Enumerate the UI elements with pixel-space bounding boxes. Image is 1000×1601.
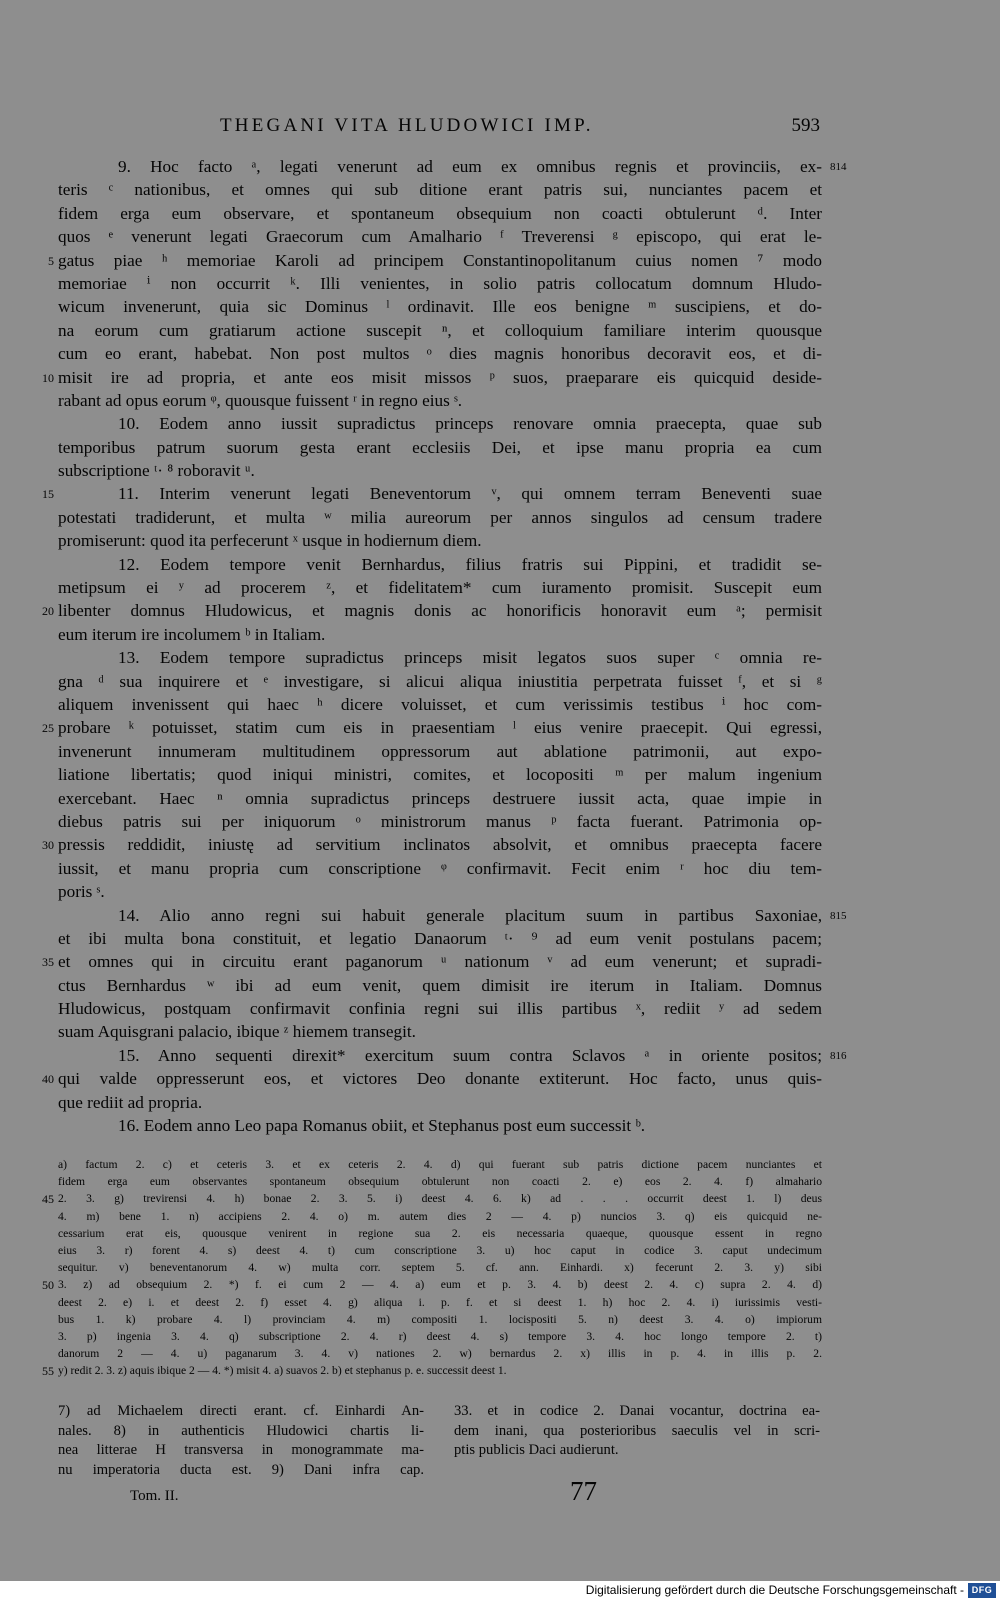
footnote-line xyxy=(58,1156,822,1173)
line-text: 9. Hoc facto ᵃ, legati venerunt ad eum ex omnibus regnis et provinciis, ex- xyxy=(118,157,822,176)
footnote-line xyxy=(42,1276,822,1293)
footnote-line xyxy=(58,1259,822,1276)
footnote-text: a) factum 2. c) et ceteris 3. et ex ceteris 2. 4. d) qui fuerant sub patris dictione pacem nunciantes et xyxy=(58,1158,822,1171)
text-line xyxy=(58,763,822,786)
text-line xyxy=(58,436,822,459)
text-line xyxy=(58,693,822,716)
text-line xyxy=(58,740,822,763)
text-line xyxy=(58,1044,847,1067)
text-line xyxy=(58,880,822,903)
line-text: metipsum ei ʸ ad procerem ᶻ, et fidelitatem* cum iuramento promisit. Suscepit eum xyxy=(58,578,822,598)
line-text: eum iterum ire incolumem ᵇ in Italiam. xyxy=(58,624,326,644)
footnote-text: y) redit 2. 3. z) aquis ibique 2 — 4. *) misit 4. a) suavos 2. b) et stephanus p. e. successit deest 1. xyxy=(58,1364,507,1378)
footnote-line xyxy=(58,1345,822,1362)
line-text: na eorum cum gratiarum actione suscepit ⁿ, et colloquium familiare interim quousque xyxy=(58,320,822,340)
line-text: temporibus patrum suorum gesta erant ecclesiis Dei, et ipse manu propria ea cum xyxy=(58,437,822,457)
line-number: 50 xyxy=(42,1278,54,1293)
line-text: et omnes qui in circuitu erant paganorum ᵘ nationum ᵛ ad eum venerunt; et supradi- xyxy=(58,952,822,972)
note-line xyxy=(454,1422,820,1442)
line-text: gna ᵈ sua inquirere et ᵉ investigare, si alicui aliqua iniustitia perpetrata fuisset ᶠ, et si ᵍ xyxy=(58,671,822,691)
line-text: fidem erga eum observare, et spontaneum obsequium non coacti obtulerunt ᵈ. Inter xyxy=(58,203,822,223)
line-text: et ibi multa bona constituit, et legatio Danaorum ᵗ· ⁹ ad eum venit postulans pacem; xyxy=(58,928,822,948)
note-line xyxy=(454,1441,820,1461)
line-text: que rediit ad propria. xyxy=(58,1092,203,1112)
footnote-text: sequitur. v) beneventanorum 4. w) multa corr. septem 5. cf. ann. Einhardi. x) fecerunt 2. 3. y) sibi xyxy=(58,1261,822,1275)
line-text: libenter domnus Hludowicus, et magnis donis ac honorificis honoravit eum ᵃ; permisit xyxy=(58,601,822,621)
text-line xyxy=(42,716,822,739)
text-line xyxy=(42,950,822,973)
footnote-line xyxy=(58,1242,822,1259)
text-line xyxy=(58,553,822,576)
text-line xyxy=(58,927,822,950)
line-number: 5 xyxy=(48,253,54,268)
line-text: exercebant. Haec ⁿ omnia supradictus princeps destruere iussit acta, quae impie in xyxy=(58,788,822,808)
note-line xyxy=(58,1461,424,1481)
line-text: liatione libertatis; quod iniqui ministri, comites, et locopositi ᵐ per malum ingenium xyxy=(58,765,822,785)
line-text: subscriptione ᵗ· ⁸ roboravit ᵘ. xyxy=(58,461,255,481)
note-text: nales. 8) in authenticis Hludowici chartis li- xyxy=(58,1422,424,1439)
text-line xyxy=(58,997,822,1020)
text-line xyxy=(58,342,822,365)
note-line xyxy=(454,1402,820,1422)
line-text: 13. Eodem tempore supradictus princeps misit legatos suos super ᶜ omnia re- xyxy=(118,648,822,668)
text-line xyxy=(58,529,822,552)
text-line xyxy=(58,1020,822,1043)
line-text: probare ᵏ potuisset, statim cum eis in praesentiam ˡ eius venire praecepit. Qui egressi, xyxy=(58,718,822,738)
footnote-text: fidem erga eum observantes spontaneum obsequium obtulerunt non coacti 2. e) eos 2. 4. f) almahario xyxy=(58,1175,822,1189)
explanatory-notes xyxy=(58,1402,822,1502)
text-line xyxy=(58,646,822,669)
text-line xyxy=(58,389,822,412)
note-text: nu imperatoria ducta est. 9) Dani infra cap. xyxy=(58,1461,424,1478)
text-line xyxy=(48,249,822,272)
text-line xyxy=(58,319,822,342)
footnote-text: bus 1. k) probare 4. l) provinciam 4. m) compositi 1. locispositi 5. n) deest 3. 4. o) impiorum xyxy=(58,1312,822,1326)
footnotes xyxy=(42,1156,822,1379)
line-number: 30 xyxy=(42,838,54,853)
line-text: 15. Anno sequenti direxit* exercitum suum contra Sclavos ᵃ in oriente positos; xyxy=(118,1045,822,1065)
note-text: 7) ad Michaelem directi erant. cf. Einhardi An- xyxy=(58,1403,424,1419)
line-text: potestati tradiderunt, et multa ʷ milia aureorum per annos singulos ad censum tradere xyxy=(58,507,822,527)
main-text xyxy=(42,155,847,1137)
footnote-line xyxy=(58,1225,822,1242)
footnote-text: 3. p) ingenia 3. 4. q) subscriptione 2. 4. r) deest 4. s) tempore 3. 4. hoc longo tempore 2. t) xyxy=(58,1329,822,1343)
footnote-text: 2. 3. g) trevirensi 4. h) bonae 2. 3. 5. i) deest 4. 6. k) ad . . . occurrit deest 1. l) deus xyxy=(58,1192,822,1206)
line-number: 10 xyxy=(42,370,54,385)
line-text: memoriae ⁱ non occurrit ᵏ. Illi venientes, in solio patris collocatum domnum Hludo- xyxy=(58,273,822,293)
notes-left-column xyxy=(58,1402,424,1480)
footer-bar xyxy=(0,1581,1000,1601)
note-line xyxy=(58,1402,424,1422)
margin-reference: 816 xyxy=(830,1049,847,1062)
text-line xyxy=(58,295,822,318)
note-text: nea litterae H transversa in monogrammate ma- xyxy=(58,1442,424,1459)
line-text: promiserunt: quod ita perfecerunt ˣ usque in hodiernum diem. xyxy=(58,531,482,551)
line-number: 55 xyxy=(42,1364,54,1379)
line-number: 45 xyxy=(42,1192,54,1207)
text-line xyxy=(42,482,822,505)
line-text: 10. Eodem anno iussit supradictus princeps renovare omnia praecepta, quae sub xyxy=(118,414,822,434)
footnote-line xyxy=(58,1294,822,1311)
line-text: iussit, et manu propria cum conscriptione ᵠ confirmavit. Fecit enim ʳ hoc diu tem- xyxy=(58,858,822,878)
text-line xyxy=(58,272,822,295)
text-line xyxy=(58,155,847,178)
footnote-line xyxy=(58,1173,822,1190)
line-text: aliquem invenissent qui haec ʰ dicere voluisset, et cum verissimis testibus ⁱ hoc com- xyxy=(58,694,822,714)
line-text: ctus Bernhardus ʷ ibi ad eum venit, quem dimisit ire iterum in Italiam. Domnus xyxy=(58,975,822,995)
volume-label: Tom. II. xyxy=(130,1488,179,1504)
line-text: rabant ad opus eorum ᵠ, quousque fuissent ʳ in regno eius ˢ. xyxy=(58,390,463,410)
footnote-text: eius 3. r) forent 4. s) deest 4. t) cum conscriptione 3. u) hoc caput in codice 3. caput undecimum xyxy=(58,1243,822,1257)
line-text: invenerunt innumeram multitudinem oppressorum aut ablatione patrimonii, aut expo- xyxy=(58,741,822,761)
dfg-logo-icon: DFG xyxy=(968,1583,996,1598)
footnote-line xyxy=(42,1362,822,1379)
line-text: suam Aquisgrani palacio, ibique ᶻ hiemem transegit. xyxy=(58,1022,416,1042)
text-line xyxy=(58,1091,822,1114)
footnote-text: 3. z) ad obsequium 2. *) f. ei cum 2 — 4. a) eum et p. 3. 4. b) deest 2. 4. c) supra 2. 4. d) xyxy=(58,1278,822,1292)
note-line xyxy=(58,1441,424,1461)
text-line xyxy=(42,1067,822,1090)
footnote-text: deest 2. e) i. et deest 2. f) esset 4. g) aliqua i. p. f. et si deest 1. h) hoc 2. 4. i) iurissimis vesti- xyxy=(58,1295,822,1309)
text-line xyxy=(58,787,822,810)
line-text: 14. Alio anno regni sui habuit generale placitum suum in partibus Saxoniae, xyxy=(118,905,822,925)
line-text: 16. Eodem anno Leo papa Romanus obiit, et Stephanus post eum successit ᵇ. xyxy=(118,1116,646,1136)
line-text: gatus piae ʰ memoriae Karoli ad principem Constantinopolitanum cuius nomen ⁷ modo xyxy=(58,250,822,270)
text-line xyxy=(58,1114,822,1137)
text-line xyxy=(58,857,822,880)
text-line xyxy=(58,412,822,435)
note-text: dem inani, qua posterioribus saeculis vel in scri- xyxy=(454,1422,820,1439)
line-text: 11. Interim venerunt legati Beneventorum ᵛ, qui omnem terram Beneventi suae xyxy=(118,484,822,504)
line-number: 25 xyxy=(42,721,54,736)
line-number: 35 xyxy=(42,955,54,970)
note-line xyxy=(58,1422,424,1442)
line-text: misit ire ad propria, et ante eos misit missos ᵖ suos, praeparare eis quicquid deside- xyxy=(58,367,822,387)
line-number: 15 xyxy=(42,487,54,502)
text-line xyxy=(42,366,822,389)
text-line xyxy=(58,202,822,225)
line-text: Hludowicus, postquam confirmavit confinia regni sui illis partibus ˣ, rediit ʸ ad sedem xyxy=(58,999,822,1019)
text-line xyxy=(58,178,822,201)
footnote-text: 4. m) bene 1. n) accipiens 2. 4. o) m. autem dies 2 — 4. p) nuncios 3. q) eis quicquid ne- xyxy=(58,1209,822,1223)
running-head xyxy=(60,115,820,143)
text-line xyxy=(58,506,822,529)
text-line xyxy=(58,904,847,927)
notes-right-column xyxy=(454,1402,820,1461)
text-line xyxy=(58,974,822,997)
text-line xyxy=(58,225,822,248)
footnote-line xyxy=(58,1208,822,1225)
line-number: 40 xyxy=(42,1072,54,1087)
line-number: 20 xyxy=(42,604,54,619)
footnote-text: danorum 2 — 4. u) paganarum 3. 4. v) nationes 2. w) bernardus 2. x) illis in p. 4. in illis p. 2. xyxy=(58,1347,822,1361)
line-text: teris ᶜ nationibus, et omnes qui sub ditione erant patris sui, nunciantes pacem et xyxy=(58,180,822,200)
line-text: wicum invenerunt, quia sic Dominus ˡ ordinavit. Ille eos benigne ᵐ suscipiens, et do- xyxy=(58,297,822,317)
line-text: quos ᵉ venerunt legati Graecorum cum Amalhario ᶠ Treverensi ᵍ episcopo, qui erat le- xyxy=(58,227,822,247)
text-line xyxy=(58,623,822,646)
text-line xyxy=(58,670,822,693)
line-text: cum eo erant, habebat. Non post multos ᵒ dies magnis honoribus decoravit eos, et di- xyxy=(58,344,822,364)
page-number: 593 xyxy=(791,115,820,136)
margin-reference: 815 xyxy=(830,909,847,922)
line-text: poris ˢ. xyxy=(58,882,105,902)
margin-reference: 814 xyxy=(830,161,847,173)
footnote-line xyxy=(42,1190,822,1207)
note-text: 33. et in codice 2. Danai vocantur, doctrina ea- xyxy=(454,1403,820,1419)
footnote-text: cessarium erat eis, quousque venirent in regione sua 2. eis necessaria quaeque, quousque essent in regno xyxy=(58,1226,822,1240)
line-text: qui valde oppresserunt eos, et victores Deo donante extiterunt. Hoc facto, unus quis- xyxy=(58,1069,822,1089)
text-line xyxy=(58,459,822,482)
signature-number: 77 xyxy=(570,1476,597,1506)
line-text: 12. Eodem tempore venit Bernhardus, filius fratris sui Pippini, et tradidit se- xyxy=(118,554,822,574)
text-line xyxy=(58,810,822,833)
running-title: THEGANI VITA HLUDOWICI IMP. xyxy=(220,115,594,136)
note-text: ptis publicis Daci audierunt. xyxy=(454,1442,619,1459)
line-text: pressis reddidit, iniustę ad servitium inclinatos absolvit, et omnibus praecepta facere xyxy=(58,835,822,855)
line-text: diebus patris sui per iniquorum ᵒ ministrorum manus ᵖ facta fuerant. Patrimonia op- xyxy=(58,811,822,831)
footer-credit: Digitalisierung gefördert durch die Deutsche Forschungsgemeinschaft - xyxy=(585,1583,964,1597)
text-line xyxy=(42,599,822,622)
text-line xyxy=(58,576,822,599)
footnote-line xyxy=(58,1328,822,1345)
text-line xyxy=(42,833,822,856)
footnote-line xyxy=(58,1311,822,1328)
